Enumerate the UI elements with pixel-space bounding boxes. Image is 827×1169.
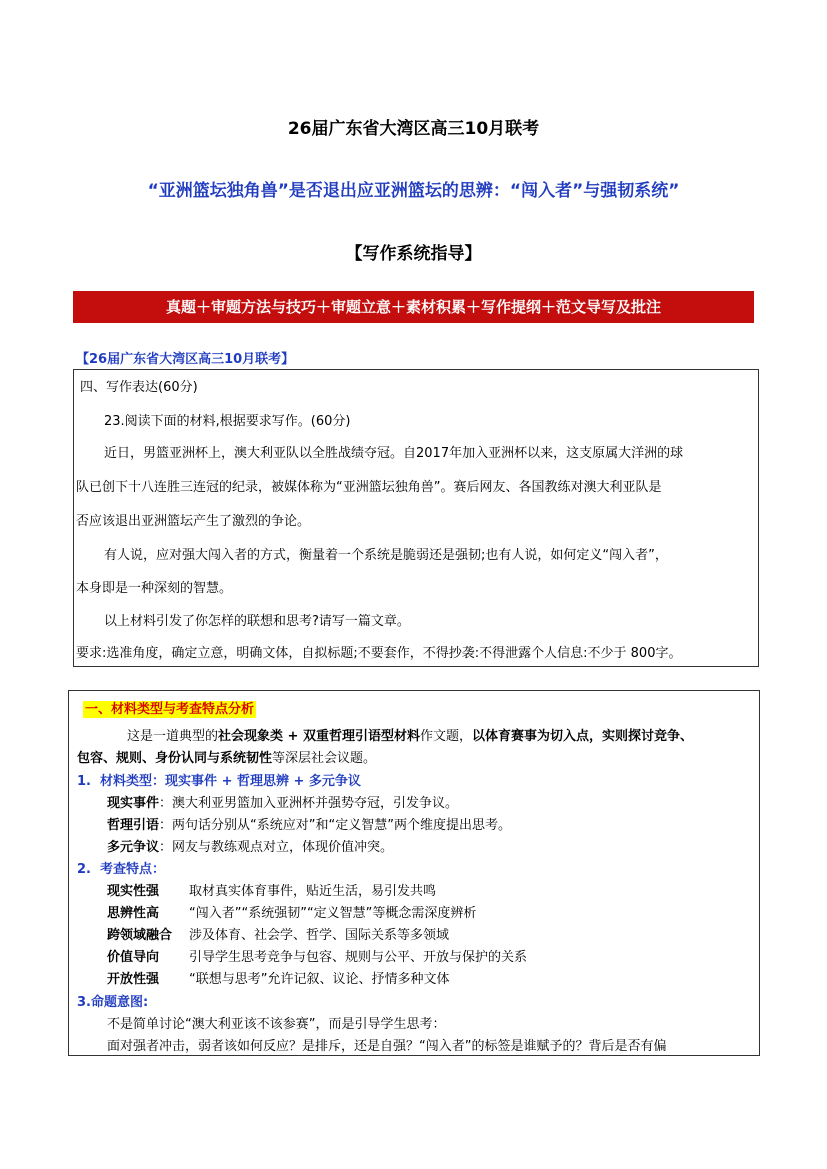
analysis-intro-line1: 这是一道典型的社会现象类 + 双重哲理引语型材料作文题，以体育赛事为切入点，实则探讨竞争、 bbox=[127, 729, 693, 744]
material-para1-line3: 否应该退出亚洲篮坛产生了激烈的争论。 bbox=[76, 514, 311, 529]
section-material-type: 1. 材料类型：现实事件 + 哲理思辨 + 多元争议 bbox=[77, 774, 361, 789]
feature-item: 现实性强 取材真实体育事件，贴近生活，易引发共鸣 bbox=[107, 884, 437, 899]
material-type-item: 哲理引语：两句话分别从“系统应对”和“定义智慧”两个维度提出思考。 bbox=[107, 818, 511, 833]
intent-line1: 不是简单讨论“澳大利亚该不该参赛”，而是引导学生思考： bbox=[107, 1017, 446, 1032]
document-title: 26届广东省大湾区高三10月联考 bbox=[287, 119, 540, 139]
analysis-box bbox=[68, 690, 760, 1056]
material-para2-line2: 本身即是一种深刻的智慧。 bbox=[76, 581, 233, 596]
document-subtitle: “亚洲篮坛独角兽”是否退出应亚洲篮坛的思辨：“闯入者”与强韧系统” bbox=[147, 181, 680, 201]
exam-requirement: 要求:选准角度，确定立意，明确文体，自拟标题;不要套作，不得抄袭:不得泄露个人信息:不少于 800字。 bbox=[76, 646, 682, 661]
material-para1-line2: 队已创下十八连胜三连冠的纪录，被媒体称为“亚洲篮坛独角兽”。赛后网友、各国教练对澳大利亚队是 bbox=[76, 480, 662, 495]
feature-item: 思辨性高 “闯入者”“系统强韧”“定义智慧”等概念需深度辨析 bbox=[107, 906, 477, 921]
material-type-item: 现实事件：澳大利亚男篮加入亚洲杯并强势夺冠，引发争议。 bbox=[107, 796, 459, 811]
material-para1-line1: 近日，男篮亚洲杯上，澳大利亚队以全胜战绩夺冠。自2017年加入亚洲杯以来，这支原属大洋洲的球 bbox=[104, 446, 684, 461]
exam-question: 23.阅读下面的材料,根据要求写作。(60分) bbox=[104, 414, 351, 429]
material-para2-line1: 有人说，应对强大闯入者的方式，衡量着一个系统是脆弱还是强韧;也有人说，如何定义“闯入者”， bbox=[104, 548, 668, 563]
section-exam-features: 2. 考查特点： bbox=[77, 862, 166, 877]
exam-part: 四、写作表达(60分) bbox=[80, 380, 198, 395]
intent-line2: 面对强者冲击，弱者该如何反应？是排斥，还是自强？“闯入者”的标签是谁赋予的？背后是否有偏 bbox=[107, 1039, 667, 1054]
material-para3: 以上材料引发了你怎样的联想和思考?请写一篇文章。 bbox=[104, 614, 410, 629]
content-banner: 真题＋审题方法与技巧＋审题立意＋素材积累＋写作提纲＋范文导写及批注 bbox=[73, 291, 754, 323]
feature-item: 跨领域融合 涉及体育、社会学、哲学、国际关系等多领域 bbox=[107, 928, 450, 943]
analysis-heading: 一、材料类型与考查特点分析 bbox=[85, 702, 255, 717]
feature-item: 价值导向 引导学生思考竞争与包容、规则与公平、开放与保护的关系 bbox=[107, 950, 528, 965]
section-heading: 【写作系统指导】 bbox=[345, 244, 482, 264]
feature-item: 开放性强 “联想与思考”允许记叙、议论、抒情多种文体 bbox=[107, 972, 450, 987]
section-intent: 3.命题意图: bbox=[77, 995, 149, 1010]
analysis-intro-line2: 包容、规则、身份认同与系统韧性等深层社会议题。 bbox=[77, 751, 377, 766]
exam-question-box bbox=[73, 369, 759, 667]
exam-source-label: 【26届广东省大湾区高三10月联考】 bbox=[76, 352, 295, 367]
material-type-item: 多元争议：网友与教练观点对立，体现价值冲突。 bbox=[107, 840, 394, 855]
